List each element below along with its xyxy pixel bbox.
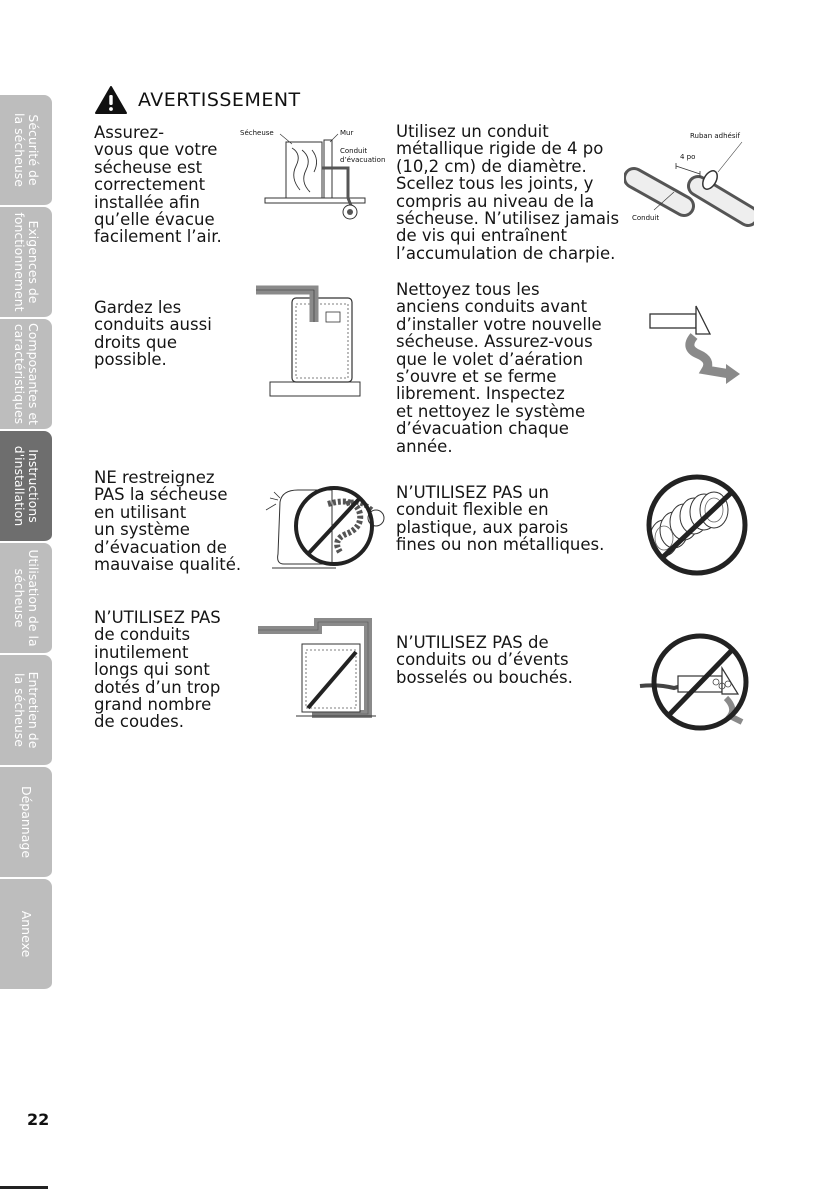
tab-label: Utilisation de la sécheuse [12,549,41,647]
label-evacuation: d’évacuation [340,156,386,164]
tab-securite[interactable] [0,95,52,207]
label-conduit: Conduit [340,147,368,155]
prohibited-flexible-duct-illustration [642,472,752,578]
prohibited-poor-exhaust-illustration [262,474,390,574]
tab-label: Dépannage [19,785,34,859]
tab-annexe[interactable] [0,879,52,991]
text-rigid-duct: Utilisez un conduit métallique rigide de 4 po (10,2 cm) de diamètre. Scellez tous les joints, y compris au niveau de la sécheuse. N’utilisez jamais de vis qui entraînent l’accumulation de charpie. [396,122,620,263]
label-4po: 4 po [680,153,696,161]
tab-label: Entretien de la sécheuse [12,671,41,749]
warning-header [94,84,301,116]
dryer-wall-exhaust-illustration [240,128,390,228]
duct-tape-joint-illustration [624,128,754,228]
label-conduit-2: Conduit [632,214,660,222]
warning-triangle-icon [94,85,128,115]
text-ensure-install: Assurez- vous que votre sécheuse est correctement installée afin qu’elle évacue facilement l’air. [94,123,222,247]
text-no-restrict: NE restreignez PAS la sécheuse en utilisant un système d’évacuation de mauvaise qualité. [94,468,242,575]
text-clean-old-ducts: Nettoyez tous les anciens conduits avant d’installer votre nouvelle sécheuse. Assurez-vous que le volet d’aération s’ouvre et se ferme librement. Inspectez et nettoyez le système d’évacuation chaque année. [396,280,602,456]
text-no-flexible-duct: N’UTILISEZ PAS un conduit flexible en plastique, aux parois fines ou non métalliques. [396,483,605,555]
vent-hood-airflow-illustration [646,302,746,390]
tab-instructions[interactable] [0,431,52,543]
tab-composantes[interactable] [0,319,52,431]
tab-utilisation[interactable] [0,543,52,655]
tab-label: Exigences de fonctionnement [12,212,41,312]
label-mur: Mur [340,129,354,137]
footer-rule [0,1186,48,1189]
tab-exigences[interactable] [0,207,52,319]
text-straight-ducts: Gardez les conduits aussi droits que possible. [94,298,212,370]
tab-label: Sécurité de la sécheuse [12,113,41,187]
chapter-tabs [0,95,52,991]
text-no-long-ducts: N’UTILISEZ PAS de conduits inutilement longs qui sont dotés d’un trop grand nombre de coudes. [94,608,221,732]
tab-depannage[interactable] [0,767,52,879]
prohibited-clogged-vent-illustration [638,628,758,734]
prohibited-long-duct-illustration [256,618,380,718]
label-secheuse: Sécheuse [240,129,274,137]
tab-label: Composantes et caractéristiques [12,323,41,425]
page-number: 22 [27,1110,50,1129]
warning-title: AVERTISSEMENT [138,89,301,111]
text-no-crushed-ducts: N’UTILISEZ PAS de conduits ou d’évents bosselés ou bouchés. [396,633,573,687]
label-ruban: Ruban adhésif [690,132,740,140]
dryer-straight-duct-illustration [256,282,366,400]
tab-label: Annexe [19,910,34,958]
tab-entretien[interactable] [0,655,52,767]
tab-label: Instructions d'installation [12,445,41,527]
